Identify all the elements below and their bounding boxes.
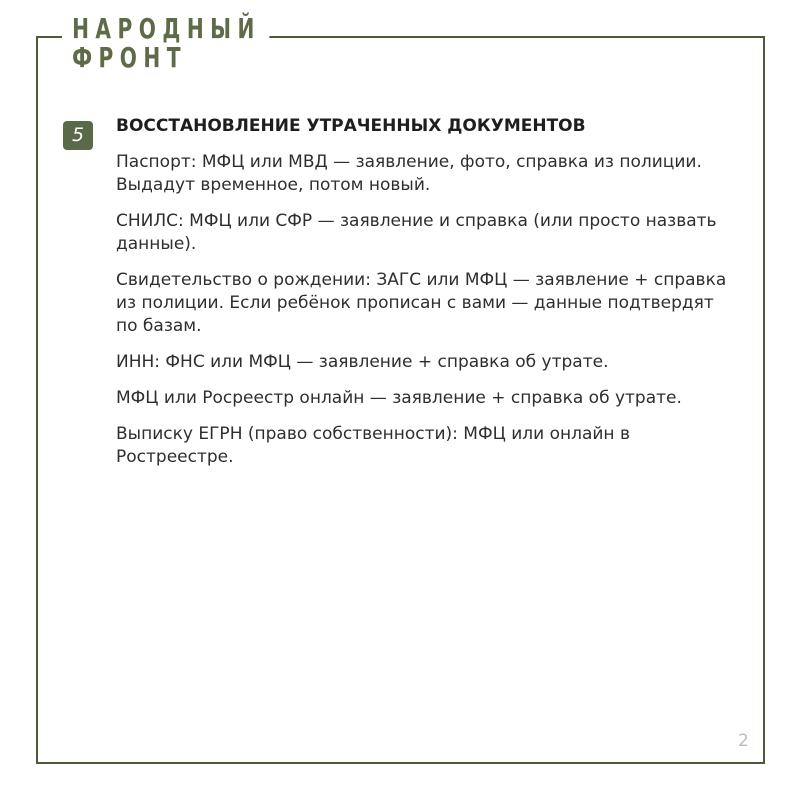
paragraph-inn: ИНН: ФНС или МФЦ — заявление + справка об утрате. — [116, 352, 609, 372]
paragraph-rosreestr: МФЦ или Росреестр онлайн — заявление + справка об утрате. — [116, 388, 682, 408]
paragraph-snils: СНИЛС: МФЦ или СФР — заявление и справка (или просто назвать данные). — [116, 211, 717, 254]
document-body — [116, 151, 736, 482]
paragraph-birth-certificate: Свидетельство о рождении: ЗАГС или МФЦ — заявление + справка из полиции. Если ребёнок прописан с вами — данные подтвердят по базам. — [116, 270, 727, 336]
logo-line-1: НАРОДНЫЙ — [72, 12, 261, 45]
paragraph-egrn: Выписку ЕГРН (право собственности): МФЦ или онлайн в Ростреестре. — [116, 424, 630, 467]
section-number-badge: 5 — [63, 121, 93, 150]
logo-line-2: ФРОНТ — [72, 41, 188, 74]
section-title: ВОССТАНОВЛЕНИЕ УТРАЧЕННЫХ ДОКУМЕНТОВ — [116, 116, 586, 136]
page-number: 2 — [738, 731, 749, 751]
paragraph-passport: Паспорт: МФЦ или МВД — заявление, фото, справка из полиции. Выдадут временное, потом новый. — [116, 152, 702, 195]
logo — [62, 14, 270, 72]
